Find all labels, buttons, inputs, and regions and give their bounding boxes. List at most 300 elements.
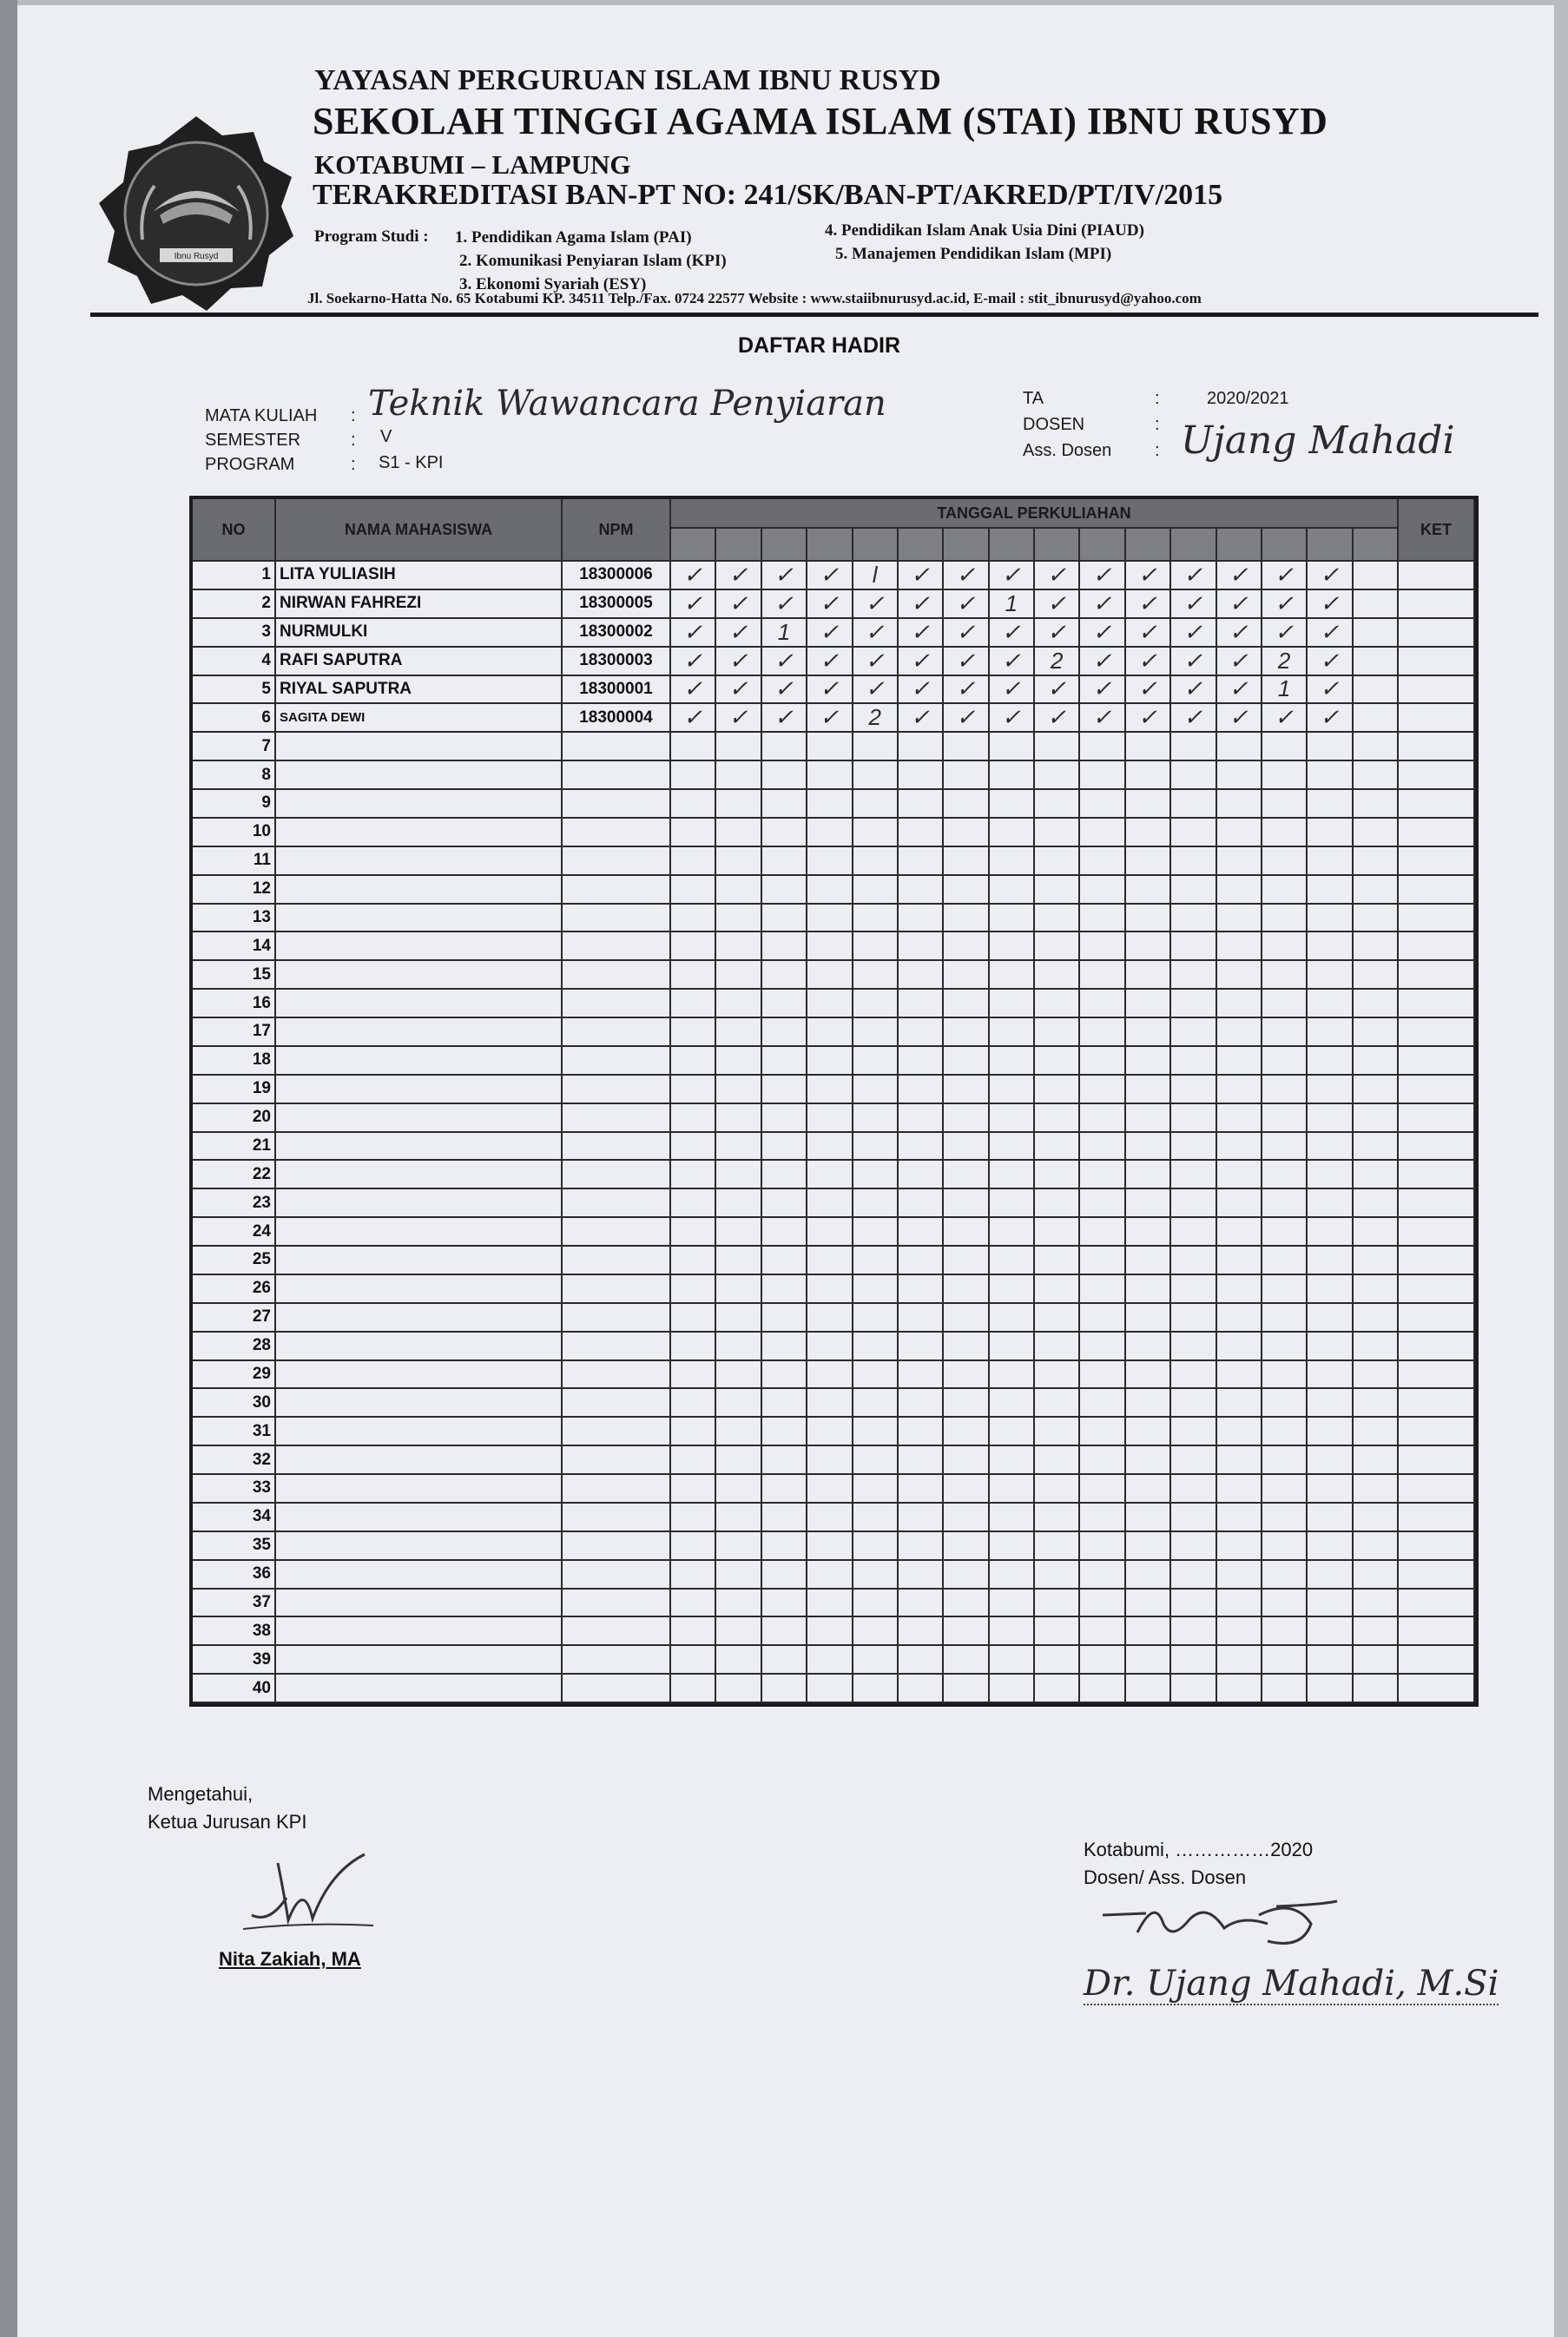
row-number: 14	[193, 932, 276, 961]
row-number: 32	[193, 1446, 276, 1475]
attendance-mark	[716, 790, 761, 819]
attendance-mark	[944, 1617, 989, 1646]
attendance-mark	[1217, 1133, 1262, 1162]
attendance-mark: ✓	[899, 676, 944, 705]
student-name	[276, 1389, 563, 1418]
attendance-mark	[1080, 1047, 1125, 1076]
attendance-mark	[1308, 932, 1353, 961]
attendance-mark	[1035, 1532, 1080, 1561]
student-name	[276, 847, 563, 876]
attendance-mark	[1262, 1617, 1308, 1646]
attendance-mark	[807, 1361, 853, 1390]
attendance-mark	[1126, 1333, 1171, 1361]
attendance-mark: ✓	[671, 619, 716, 648]
attendance-mark	[1354, 1646, 1399, 1675]
attendance-mark	[944, 932, 989, 961]
student-name: RIYAL SAPUTRA	[276, 676, 563, 705]
attendance-mark	[1354, 1247, 1399, 1275]
college-city: KOTABUMI – LAMPUNG	[314, 149, 631, 180]
student-name	[276, 1304, 563, 1333]
attendance-mark	[1354, 1047, 1399, 1076]
attendance-mark	[899, 1247, 944, 1275]
attendance-mark	[762, 1333, 807, 1361]
attendance-mark	[1354, 1018, 1399, 1047]
attendance-mark: ✓	[716, 619, 761, 648]
attendance-mark	[1308, 1076, 1353, 1104]
attendance-mark	[1171, 819, 1216, 847]
attendance-mark	[716, 1189, 761, 1218]
student-name: NIRWAN FAHREZI	[276, 590, 563, 619]
attendance-mark	[1262, 1333, 1308, 1361]
attendance-mark	[1080, 932, 1125, 961]
attendance-mark	[1262, 1418, 1308, 1446]
attendance-mark	[853, 847, 899, 876]
attendance-mark	[853, 1418, 899, 1446]
attendance-mark	[762, 1446, 807, 1475]
attendance-mark: ✓	[716, 562, 761, 590]
attendance-mark	[1035, 1133, 1080, 1162]
row-number: 12	[193, 876, 276, 905]
attendance-mark: ✓	[853, 648, 899, 676]
paper-edge-shadow	[0, 0, 17, 2337]
attendance-mark	[1080, 733, 1125, 761]
attendance-mark	[990, 1389, 1035, 1418]
attendance-mark	[671, 790, 716, 819]
attendance-mark: ✓	[807, 590, 853, 619]
attendance-mark	[944, 1218, 989, 1247]
attendance-mark	[1217, 790, 1262, 819]
attendance-mark	[716, 1504, 761, 1532]
attendance-mark: ✓	[762, 704, 807, 733]
attendance-mark	[1035, 1389, 1080, 1418]
attendance-mark	[1080, 1361, 1125, 1390]
row-number: 37	[193, 1590, 276, 1618]
date-column-header	[762, 529, 807, 562]
attendance-mark	[1308, 1590, 1353, 1618]
attendance-mark	[1217, 1590, 1262, 1618]
date-column-header	[1035, 529, 1080, 562]
row-number: 24	[193, 1218, 276, 1247]
attendance-mark	[1308, 761, 1353, 790]
attendance-mark: ✓	[807, 676, 853, 705]
attendance-mark	[853, 1047, 899, 1076]
attendance-mark	[762, 1675, 807, 1703]
row-number: 22	[193, 1161, 276, 1189]
attendance-mark	[1308, 1504, 1353, 1532]
row-number: 11	[193, 847, 276, 876]
attendance-mark	[1171, 1446, 1216, 1475]
attendance-mark	[716, 961, 761, 990]
attendance-mark	[807, 961, 853, 990]
attendance-mark	[1354, 876, 1399, 905]
attendance-mark	[807, 733, 853, 761]
attendance-mark	[1126, 1275, 1171, 1304]
row-number: 28	[193, 1333, 276, 1361]
attendance-mark	[1262, 1161, 1308, 1189]
program-label: PROGRAM	[205, 455, 295, 474]
remarks-cell	[1399, 761, 1475, 790]
attendance-mark	[1262, 1389, 1308, 1418]
attendance-mark	[1308, 1275, 1353, 1304]
attendance-mark	[1354, 590, 1399, 619]
attendance-mark	[853, 1161, 899, 1189]
header-divider	[90, 313, 1538, 317]
attendance-mark	[1354, 1189, 1399, 1218]
attendance-mark	[1308, 1047, 1353, 1076]
student-npm	[563, 1389, 671, 1418]
student-npm: 18300004	[563, 704, 671, 733]
attendance-mark	[1308, 1418, 1353, 1446]
attendance-mark: ✓	[1217, 590, 1262, 619]
attendance-mark: ✓	[1262, 704, 1308, 733]
row-number: 31	[193, 1418, 276, 1446]
attendance-mark	[807, 1189, 853, 1218]
attendance-mark	[762, 847, 807, 876]
attendance-mark	[762, 932, 807, 961]
attendance-mark	[1080, 1333, 1125, 1361]
attendance-mark	[1262, 1133, 1308, 1162]
date-column-header	[716, 529, 761, 562]
date-column-header	[899, 529, 944, 562]
lecturer-label: Dosen/ Ass. Dosen	[1084, 1866, 1247, 1888]
attendance-mark	[899, 1047, 944, 1076]
header-ket: KET	[1399, 499, 1475, 562]
student-name	[276, 1104, 563, 1133]
attendance-mark	[762, 905, 807, 933]
attendance-mark	[853, 819, 899, 847]
ass-dosen-label: Ass. Dosen	[1023, 441, 1112, 460]
date-column-header	[807, 529, 853, 562]
date-column-header	[1262, 529, 1308, 562]
attendance-mark	[1262, 876, 1308, 905]
attendance-mark: ✓	[1126, 590, 1171, 619]
attendance-mark	[1126, 1475, 1171, 1504]
attendance-mark	[853, 1133, 899, 1162]
attendance-mark	[899, 1333, 944, 1361]
student-name	[276, 961, 563, 990]
attendance-mark	[1171, 1561, 1216, 1590]
attendance-mark	[1262, 1104, 1308, 1133]
attendance-mark: ✓	[716, 590, 761, 619]
attendance-mark	[1308, 990, 1353, 1018]
row-number: 13	[193, 905, 276, 933]
student-npm: 18300006	[563, 562, 671, 590]
attendance-mark	[1126, 1389, 1171, 1418]
attendance-mark	[1171, 1018, 1216, 1047]
attendance-mark	[671, 1532, 716, 1561]
attendance-mark	[1262, 1532, 1308, 1561]
remarks-cell	[1399, 1076, 1475, 1104]
attendance-mark	[1171, 1161, 1216, 1189]
attendance-mark	[1171, 961, 1216, 990]
student-name: LITA YULIASIH	[276, 562, 563, 590]
student-name	[276, 932, 563, 961]
student-name	[276, 1590, 563, 1618]
attendance-mark	[1035, 1018, 1080, 1047]
attendance-mark	[853, 1646, 899, 1675]
attendance-mark	[990, 1275, 1035, 1304]
attendance-mark: ✓	[990, 562, 1035, 590]
student-npm	[563, 1561, 671, 1590]
attendance-mark	[716, 1418, 761, 1446]
attendance-mark	[1217, 1333, 1262, 1361]
remarks-cell	[1399, 819, 1475, 847]
attendance-mark	[1126, 1446, 1171, 1475]
attendance-mark	[944, 1247, 989, 1275]
attendance-mark	[1262, 1018, 1308, 1047]
address-line: Jl. Soekarno-Hatta No. 65 Kotabumi KP. 34511 Telp./Fax. 0724 22577 Website : www.staiibnurusyd.ac.id, E-mail : stit_ibnurusyd@yahoo.com	[307, 290, 1202, 306]
attendance-mark	[944, 1446, 989, 1475]
attendance-mark	[1171, 1646, 1216, 1675]
program-value: S1 - KPI	[379, 453, 444, 472]
student-name	[276, 1018, 563, 1047]
attendance-mark	[716, 1161, 761, 1189]
attendance-mark	[671, 1475, 716, 1504]
attendance-mark	[762, 1304, 807, 1333]
student-name	[276, 819, 563, 847]
date-column-header	[1080, 529, 1125, 562]
attendance-mark	[1080, 1675, 1125, 1703]
attendance-mark	[762, 1475, 807, 1504]
attendance-mark	[1354, 704, 1399, 733]
attendance-mark	[1308, 1646, 1353, 1675]
row-number: 36	[193, 1561, 276, 1590]
attendance-mark	[671, 905, 716, 933]
attendance-mark	[716, 932, 761, 961]
attendance-mark: ✓	[1126, 676, 1171, 705]
attendance-mark: ✓	[1262, 619, 1308, 648]
attendance-mark	[899, 1389, 944, 1418]
attendance-mark	[1035, 1361, 1080, 1390]
attendance-mark	[716, 1617, 761, 1646]
attendance-mark	[944, 1561, 989, 1590]
attendance-mark	[1126, 1104, 1171, 1133]
student-npm	[563, 1675, 671, 1703]
attendance-mark	[671, 1389, 716, 1418]
attendance-mark	[716, 1304, 761, 1333]
remarks-cell	[1399, 790, 1475, 819]
attendance-mark	[1080, 1646, 1125, 1675]
attendance-mark	[1354, 961, 1399, 990]
attendance-mark	[853, 932, 899, 961]
attendance-mark	[899, 1161, 944, 1189]
attendance-mark	[1308, 1333, 1353, 1361]
attendance-mark	[807, 1247, 853, 1275]
attendance-mark	[1126, 1304, 1171, 1333]
attendance-mark	[671, 1675, 716, 1703]
attendance-mark	[1126, 1361, 1171, 1390]
student-npm	[563, 1104, 671, 1133]
attendance-mark	[1035, 1218, 1080, 1247]
attendance-mark	[1217, 1361, 1262, 1390]
date-column-header	[944, 529, 989, 562]
attendance-mark	[1171, 1617, 1216, 1646]
attendance-mark	[944, 1475, 989, 1504]
attendance-mark	[716, 1275, 761, 1304]
attendance-mark	[853, 1617, 899, 1646]
date-column-header	[1126, 529, 1171, 562]
student-name: NURMULKI	[276, 619, 563, 648]
attendance-mark	[899, 1104, 944, 1133]
attendance-mark: ✓	[1035, 562, 1080, 590]
attendance-mark	[807, 1275, 853, 1304]
attendance-mark	[1126, 847, 1171, 876]
attendance-mark	[1217, 761, 1262, 790]
attendance-mark	[990, 1475, 1035, 1504]
header-no: NO	[193, 499, 276, 562]
attendance-mark	[1262, 1446, 1308, 1475]
attendance-mark	[671, 1047, 716, 1076]
attendance-mark	[1217, 1189, 1262, 1218]
attendance-mark	[990, 1418, 1035, 1446]
remarks-cell	[1399, 905, 1475, 933]
attendance-mark	[671, 1304, 716, 1333]
attendance-mark: ✓	[1217, 619, 1262, 648]
attendance-mark	[671, 1446, 716, 1475]
student-name: SAGITA DEWI	[276, 704, 563, 733]
attendance-mark	[762, 1590, 807, 1618]
date-column-header	[1354, 529, 1399, 562]
attendance-mark	[1126, 1617, 1171, 1646]
college-logo-seal	[92, 109, 300, 318]
attendance-mark	[716, 1047, 761, 1076]
programs-left-list	[455, 226, 727, 296]
attendance-mark	[716, 1361, 761, 1390]
attendance-mark	[1354, 1304, 1399, 1333]
attendance-mark	[1262, 1076, 1308, 1104]
attendance-mark	[899, 1189, 944, 1218]
attendance-mark	[807, 1590, 853, 1618]
student-npm	[563, 1590, 671, 1618]
student-npm	[563, 961, 671, 990]
attendance-mark	[671, 876, 716, 905]
row-number: 34	[193, 1504, 276, 1532]
attendance-mark	[1126, 1218, 1171, 1247]
date-column-header	[853, 529, 899, 562]
remarks-cell	[1399, 990, 1475, 1018]
attendance-mark	[1171, 1361, 1216, 1390]
head-of-department-label: Ketua Jurusan KPI	[148, 1811, 307, 1833]
attendance-mark	[1035, 1646, 1080, 1675]
attendance-mark	[944, 1590, 989, 1618]
attendance-mark: ✓	[807, 562, 853, 590]
attendance-mark	[899, 1076, 944, 1104]
attendance-mark	[762, 1189, 807, 1218]
attendance-mark	[1035, 932, 1080, 961]
student-npm	[563, 1275, 671, 1304]
attendance-mark	[762, 1504, 807, 1532]
remarks-cell	[1399, 1275, 1475, 1304]
attendance-mark	[1080, 1189, 1125, 1218]
attendance-mark	[1080, 1018, 1125, 1047]
attendance-mark	[1080, 1475, 1125, 1504]
attendance-mark: ✓	[944, 648, 989, 676]
colon: :	[1155, 415, 1160, 434]
attendance-mark	[716, 1646, 761, 1675]
attendance-mark	[1262, 1504, 1308, 1532]
row-number: 16	[193, 990, 276, 1018]
attendance-mark	[1035, 819, 1080, 847]
attendance-mark	[990, 1675, 1035, 1703]
attendance-mark	[1308, 1475, 1353, 1504]
remarks-cell	[1399, 876, 1475, 905]
attendance-mark	[671, 819, 716, 847]
attendance-mark	[853, 790, 899, 819]
program-item: 2. Komunikasi Penyiaran Islam (KPI)	[459, 252, 727, 270]
attendance-mark	[807, 1504, 853, 1532]
attendance-mark	[1126, 1161, 1171, 1189]
attendance-mark	[1217, 1047, 1262, 1076]
attendance-mark	[807, 1047, 853, 1076]
attendance-mark	[762, 1532, 807, 1561]
attendance-mark	[1308, 790, 1353, 819]
row-number: 7	[193, 733, 276, 761]
attendance-mark	[899, 1590, 944, 1618]
lecturer-name: Dr. Ujang Mahadi, M.Si	[1084, 1964, 1499, 2004]
attendance-mark	[671, 1247, 716, 1275]
row-number: 6	[193, 704, 276, 733]
attendance-mark	[1080, 1104, 1125, 1133]
attendance-mark: ✓	[899, 562, 944, 590]
attendance-mark	[1035, 1446, 1080, 1475]
student-npm	[563, 790, 671, 819]
attendance-mark: ✓	[1126, 648, 1171, 676]
attendance-mark	[944, 1133, 989, 1162]
attendance-mark	[1262, 847, 1308, 876]
attendance-mark	[1080, 905, 1125, 933]
attendance-mark	[990, 990, 1035, 1018]
remarks-cell	[1399, 1532, 1475, 1561]
student-name	[276, 1646, 563, 1675]
attendance-mark	[1308, 1617, 1353, 1646]
remarks-cell	[1399, 1133, 1475, 1162]
attendance-mark	[899, 1475, 944, 1504]
attendance-mark	[1217, 1304, 1262, 1333]
attendance-mark	[762, 1561, 807, 1590]
attendance-mark	[1080, 1389, 1125, 1418]
student-npm	[563, 1418, 671, 1446]
student-name	[276, 1561, 563, 1590]
attendance-mark	[1126, 876, 1171, 905]
remarks-cell	[1399, 932, 1475, 961]
attendance-mark	[1126, 905, 1171, 933]
attendance-mark	[990, 1304, 1035, 1333]
attendance-mark	[1354, 1333, 1399, 1361]
remarks-cell	[1399, 1361, 1475, 1390]
attendance-mark	[807, 1617, 853, 1646]
header-name: NAMA MAHASISWA	[276, 499, 563, 562]
attendance-mark	[944, 1018, 989, 1047]
student-name	[276, 1161, 563, 1189]
student-name	[276, 990, 563, 1018]
attendance-mark	[1171, 1076, 1216, 1104]
attendance-mark	[1035, 1104, 1080, 1133]
attendance-mark	[1262, 1218, 1308, 1247]
attendance-mark	[1262, 1675, 1308, 1703]
attendance-mark	[944, 790, 989, 819]
attendance-mark	[1080, 1247, 1125, 1275]
remarks-cell	[1399, 1104, 1475, 1133]
attendance-mark	[853, 961, 899, 990]
attendance-mark	[1217, 1446, 1262, 1475]
student-npm	[563, 990, 671, 1018]
foundation-name: YAYASAN PERGURUAN ISLAM IBNU RUSYD	[314, 64, 941, 96]
student-name	[276, 1532, 563, 1561]
attendance-mark	[762, 790, 807, 819]
attendance-mark	[990, 1161, 1035, 1189]
attendance-mark: ✓	[716, 648, 761, 676]
student-npm	[563, 1446, 671, 1475]
